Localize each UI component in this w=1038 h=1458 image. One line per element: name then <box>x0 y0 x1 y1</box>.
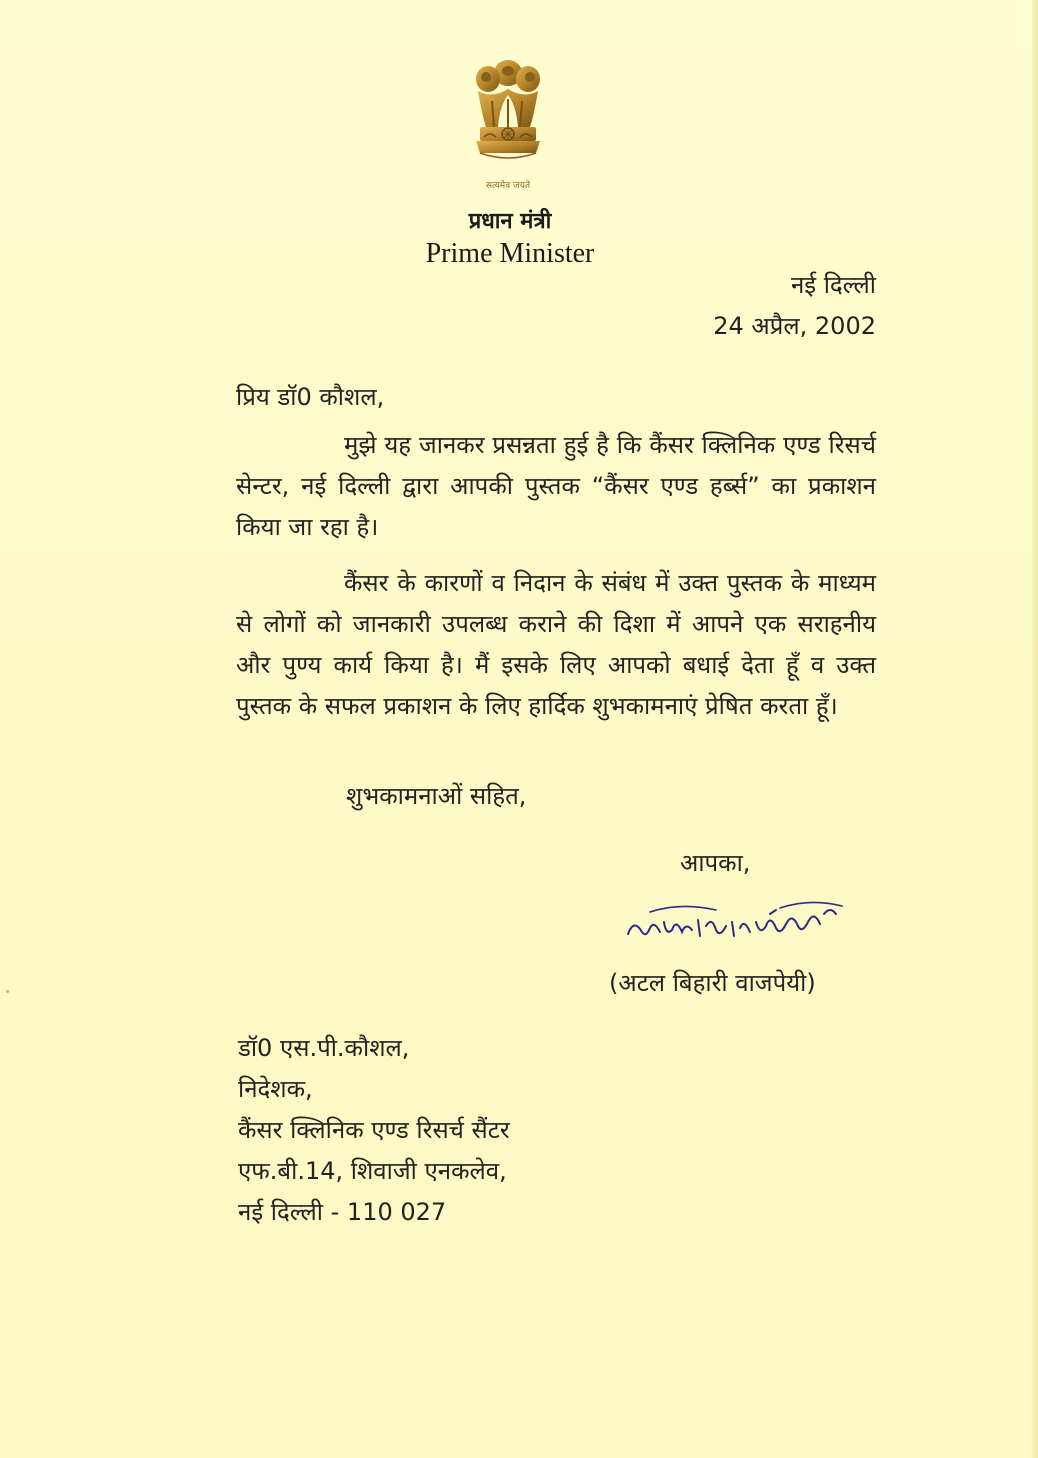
letterhead-title-english: Prime Minister <box>425 238 595 269</box>
letter-date: 24 अप्रैल, 2002 <box>713 312 876 340</box>
yours-line: आपका, <box>680 849 751 877</box>
national-emblem-icon <box>462 55 554 195</box>
emblem-motto: सत्यमेव जयते <box>485 181 531 191</box>
handwritten-signature <box>620 892 860 952</box>
address-line: निदेशक, <box>238 1075 313 1103</box>
letterhead-title-hindi: प्रधान मंत्री <box>468 209 552 234</box>
address-line: कैंसर क्लिनिक एण्ड रिसर्च सैंटर <box>238 1116 510 1144</box>
body-paragraph: मुझे यह जानकर प्रसन्नता हुई है कि कैंसर क्लिनिक एण्ड रिसर्च सेन्टर, नई दिल्ली द्वारा आपकी पुस्तक “कैंसर एण्ड हर्ब्स” का प्रकाशन किया जा रहा है। <box>236 431 876 541</box>
recipient-address <box>238 1028 510 1233</box>
closing-line: शुभकामनाओं सहित, <box>346 782 527 810</box>
letter-place: नई दिल्ली <box>790 271 876 299</box>
address-line: डॉ0 एस.पी.कौशल, <box>238 1034 410 1062</box>
signer-name: (अटल बिहारी वाजपेयी) <box>609 969 816 997</box>
body-paragraph: कैंसर के कारणों व निदान के संबंध में उक्त पुस्तक के माध्यम से लोगों को जानकारी उपलब्ध कराने की दिशा में आपने एक सराहनीय और पुण्य कार्य किया है। मैं इसके लिए आपको बधाई देता हूँ व उक्त पुस्तक के सफल प्रकाशन के लिए हार्दिक शुभकामनाएं प्रेषित करता हूँ। <box>236 569 876 720</box>
salutation: प्रिय डॉ0 कौशल, <box>236 383 385 411</box>
address-line: एफ.बी.14, शिवाजी एनकलेव, <box>238 1157 507 1185</box>
address-line: नई दिल्ली - 110 027 <box>238 1198 447 1226</box>
paper-speck <box>6 990 9 993</box>
paper-edge <box>1032 0 1038 1458</box>
